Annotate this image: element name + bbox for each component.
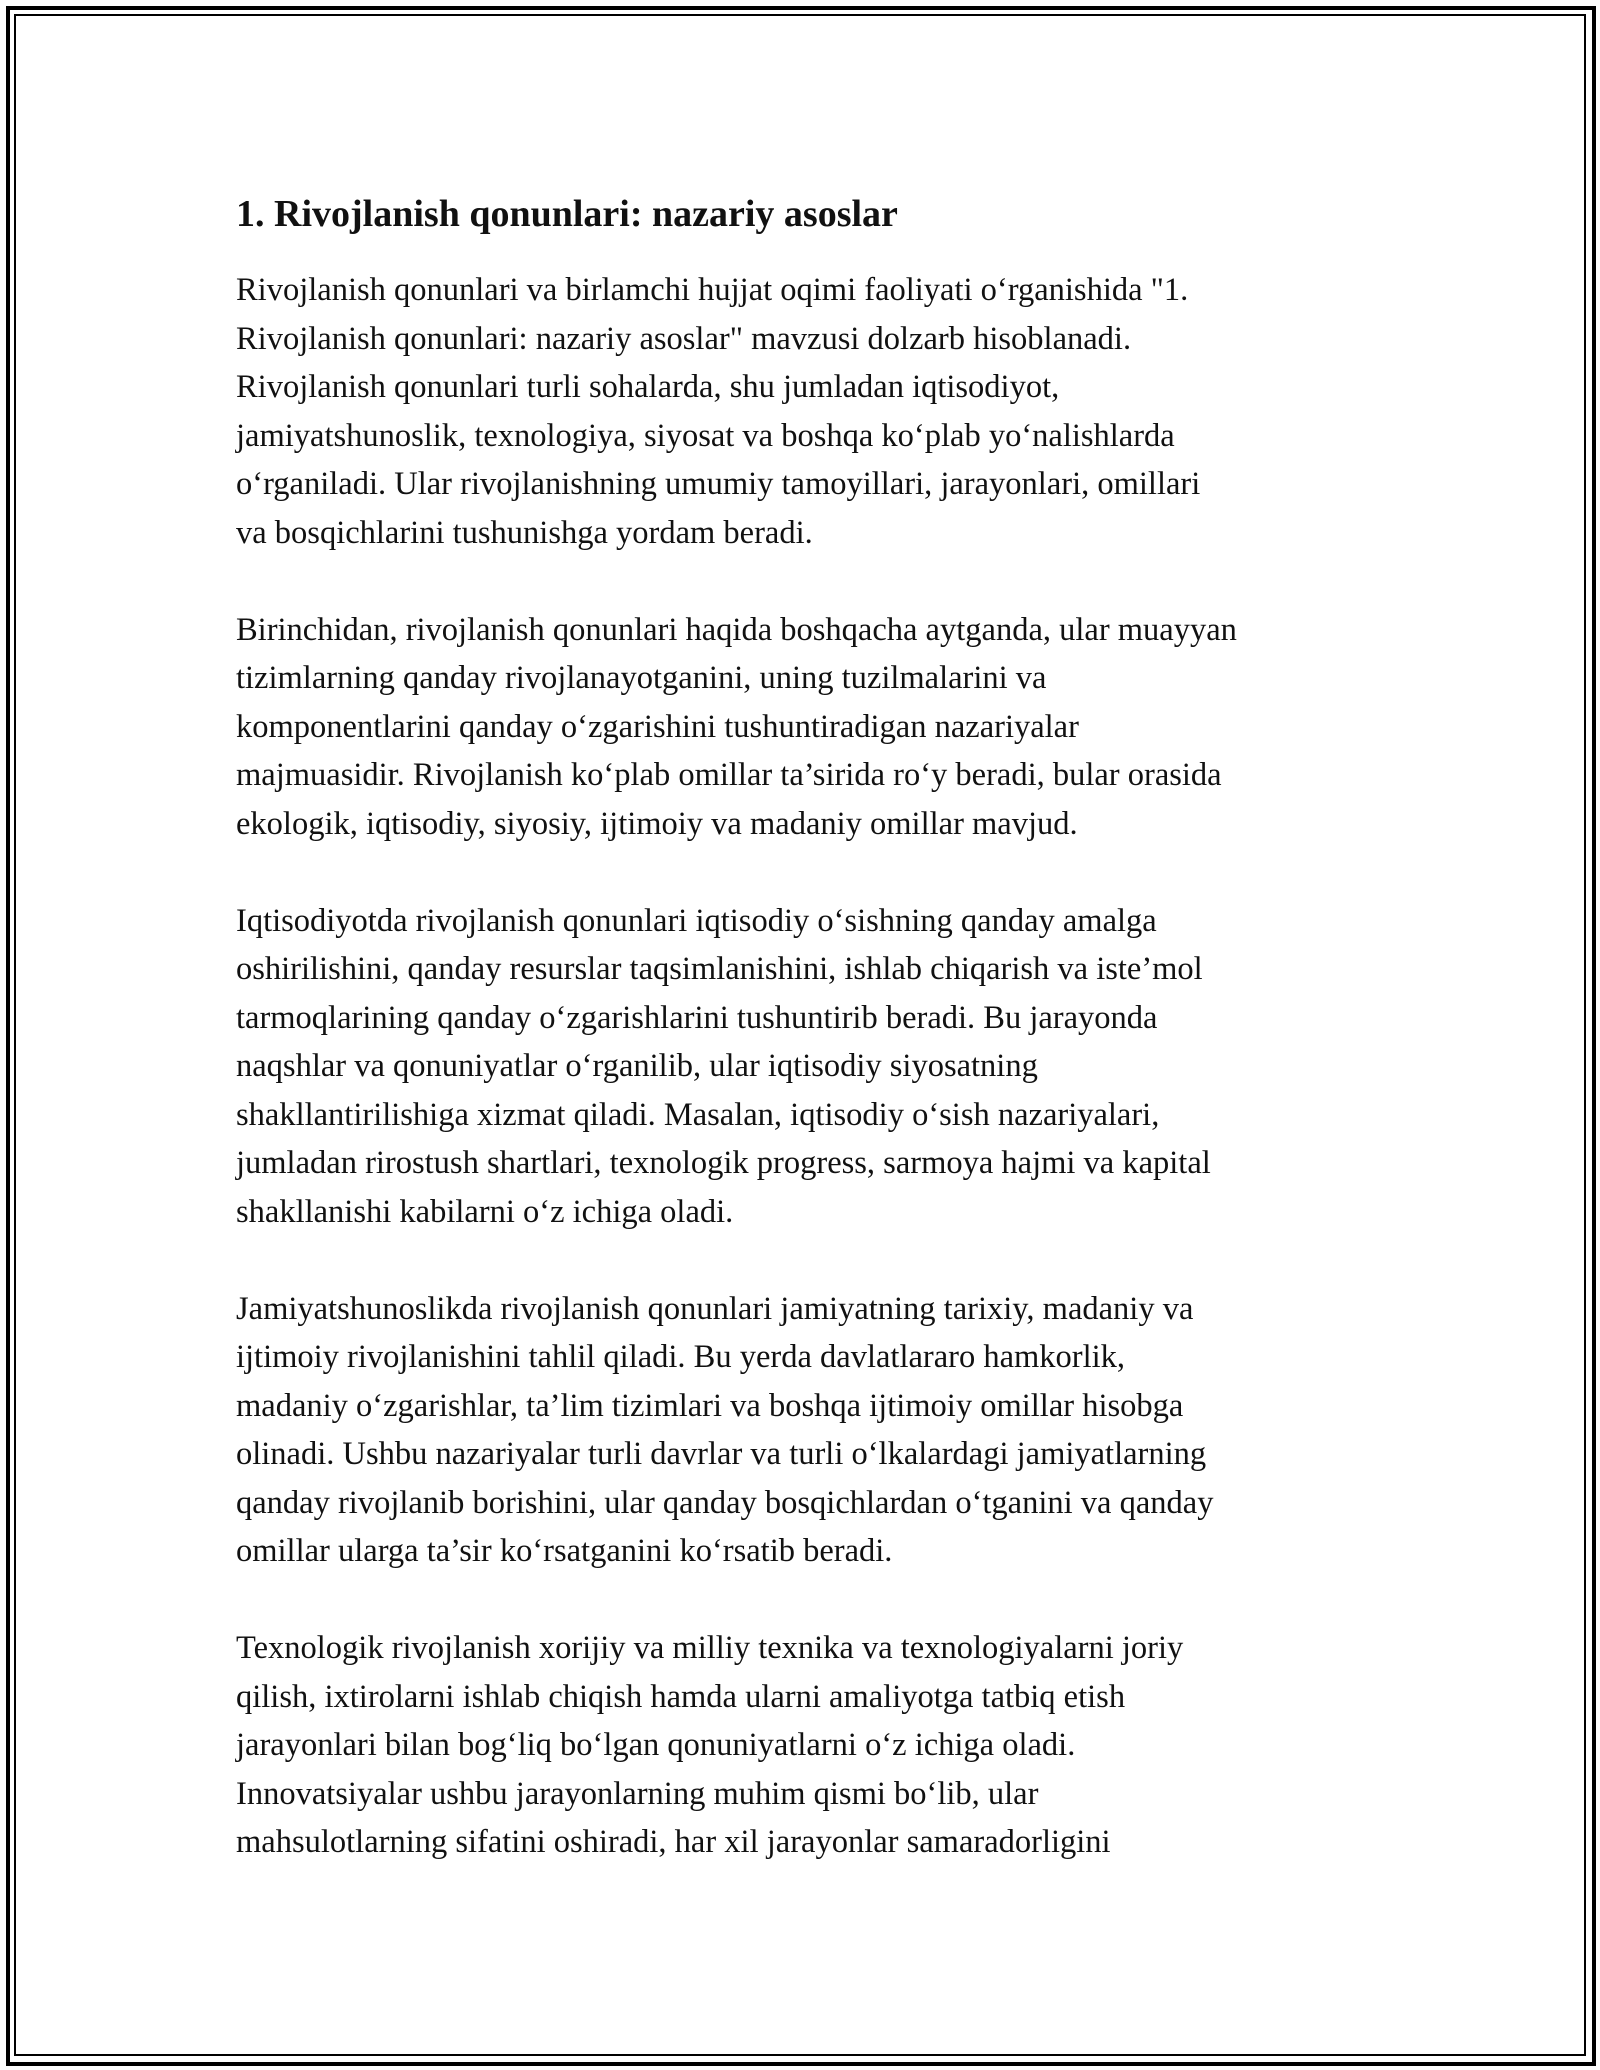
paragraph-technology: Texnologik rivojlanish xorijiy va milliy texnika va texnologiyalarni joriy qilish, ixtirolarni ishlab chiqish hamda ularni amaliyotga tatbiq etish jarayonlari bilan bog‘liq bo‘lgan qonuniyatlarni o‘z ichiga oladi. Innovatsiyalar ushbu jarayonlarning muhim qismi bo‘lib, ular mahsulotlarning sifatini oshiradi, har xil jarayonlar samaradorligini	[236, 1630, 1184, 1860]
paragraph-first: Birinchidan, rivojlanish qonunlari haqida boshqacha aytganda, ular muayyan tizimlarning qanday rivojlanayotganini, uning tuzilmalarini va komponentlarini qanday o‘zgarishini tushuntiradigan nazariyalar majmuasidir. Rivojlanish ko‘plab omillar ta’sirida ro‘y beradi, bular orasida ekologik, iqtisodiy, siyosiy, ijtimoiy va madaniy omillar mavjud.	[236, 611, 1237, 842]
paragraph-society: Jamiyatshunoslikda rivojlanish qonunlari jamiyatning tarixiy, madaniy va ijtimoiy rivojlanishini tahlil qiladi. Bu yerda davlatlararo hamkorlik, madaniy o‘zgarishlar, ta’lim tizimlari va boshqa ijtimoiy omillar hisobga olinadi. Ushbu nazariyalar turli davrlar va turli o‘lkalardagi jamiyatlarning qanday rivojlanib borishini, ular qanday bosqichlardan o‘tganini va qanday omillar ularga ta’sir ko‘rsatganini ko‘rsatib beradi.	[236, 1290, 1214, 1569]
paragraph-intro: Rivojlanish qonunlari va birlamchi hujjat oqimi faoliyati o‘rganishida "1. Rivojlanish qonunlari: nazariy asoslar" mavzusi dolzarb hisoblanadi. Rivojlanish qonunlari turli sohalarda, shu jumladan iqtisodiyot, jamiyatshunoslik, texnologiya, siyosat va boshqa ko‘plab yo‘nalishlarda o‘rganiladi. Ular rivojlanishning umumiy tamoyillari, jarayonlari, omillari va bosqichlarini tushunishga yordam beradi.	[236, 272, 1201, 551]
paragraph-economy: Iqtisodiyotda rivojlanish qonunlari iqtisodiy o‘sishning qanday amalga oshirilishini, qanday resurslar taqsimlanishini, ishlab chiqarish va iste’mol tarmoqlarining qanday o‘zgarishlarini tushuntirib beradi. Bu jarayonda naqshlar va qonuniyatlar o‘rganilib, ular iqtisodiy siyosatning shakllantirilishiga xizmat qiladi. Masalan, iqtisodiy o‘sish nazariyalari, jumladan rirostush shartlari, texnologik progress, sarmoya hajmi va kapital shakllanishi kabilarni o‘z ichiga oladi.	[236, 902, 1211, 1230]
document-body	[236, 188, 1386, 1915]
section-heading: 1. Rivojlanish qonunlari: nazariy asoslar	[236, 193, 898, 235]
